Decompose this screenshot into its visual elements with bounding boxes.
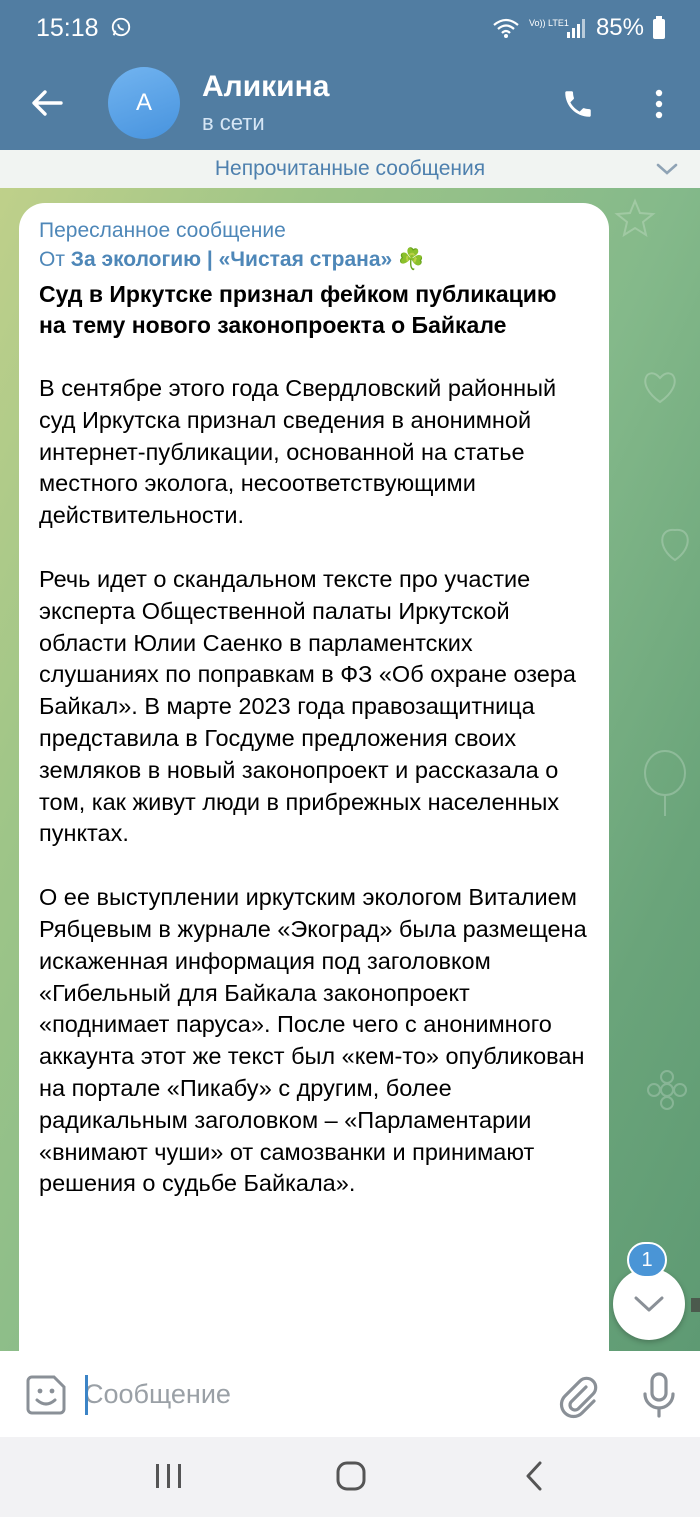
status-indicators <box>492 12 666 44</box>
unread-messages-banner <box>0 150 700 188</box>
unread-messages-label: Непрочитанные сообщения <box>214 157 486 180</box>
chat-title[interactable]: Аликина <box>202 70 330 103</box>
forwarded-channel-link[interactable]: За экологию | «Чистая страна» <box>70 248 393 271</box>
doodle-strawberry-icon <box>655 518 695 562</box>
message-title: Суд в Иркутске признал фейком публикацию на тему нового законопроекта о Байкале <box>39 281 557 338</box>
phone-icon <box>561 87 595 121</box>
recent-apps-icon[interactable] <box>152 1461 186 1491</box>
arrow-left-icon <box>31 89 63 117</box>
system-nav-bar <box>0 1437 700 1517</box>
clover-emoji: ☘️ <box>398 248 425 271</box>
svg-text:Vo)) LTE1: Vo)) LTE1 <box>528 18 569 28</box>
unread-count-badge: 1 <box>627 1242 667 1278</box>
wifi-icon <box>492 17 520 39</box>
whatsapp-icon <box>110 16 132 38</box>
forwarded-from <box>39 245 589 275</box>
signal-icon <box>566 17 588 39</box>
home-icon[interactable] <box>334 1459 368 1493</box>
message-input[interactable] <box>84 1369 544 1419</box>
back-nav-icon[interactable] <box>520 1459 548 1493</box>
message-paragraph: О ее выступлении иркутским экологом Виталием Рябцевым в журнале «Экоград» была размещена искаженная информация под заголовком «Гибельный для Байкала законопроект «поднимает паруса». После чего с анонимного аккаунта этот же текст был «кем-то» опубликован на портале «Пикабу» с другим, более радикальным заголовком – «Парламентарии «внимают чуши» от самозванки и принимают решения о судьбе Байкала». <box>39 884 587 1197</box>
chevron-down-icon <box>633 1294 665 1314</box>
back-button[interactable] <box>24 80 70 126</box>
battery-percent: 85% <box>595 14 644 41</box>
more-options-button[interactable] <box>640 82 678 126</box>
status-bar <box>0 0 700 56</box>
sticker-icon[interactable] <box>24 1373 68 1417</box>
message-paragraph: В сентябре этого года Свердловский районный суд Иркутска признал сведения в анонимной интернет-публикации, основанной на статье местного эколога, несоответствующими действительности. <box>39 375 557 529</box>
forwarded-from-prefix: От <box>39 248 65 271</box>
message-bubble[interactable] <box>19 203 609 1363</box>
paperclip-icon[interactable] <box>556 1373 600 1417</box>
battery-icon <box>652 16 666 40</box>
microphone-icon[interactable] <box>636 1371 682 1419</box>
call-button[interactable] <box>556 82 600 126</box>
doodle-flower-icon <box>645 1068 689 1112</box>
doodle-balloon-icon <box>640 748 690 818</box>
app-header <box>0 0 700 150</box>
network-label <box>528 14 569 42</box>
avatar[interactable] <box>108 67 180 139</box>
chevron-down-icon[interactable] <box>656 159 678 179</box>
scrollbar-thumb[interactable] <box>691 1298 700 1312</box>
message-input-bar <box>0 1351 700 1437</box>
status-time: 15:18 <box>36 14 99 42</box>
scroll-down-button[interactable] <box>613 1268 685 1340</box>
forwarded-label: Пересланное сообщение <box>39 219 286 242</box>
message-paragraph: Речь идет о скандальном тексте про участие эксперта Общественной палаты Иркутской области Юлии Саенко в парламентских слушаниях по поправкам в ФЗ «Об охране озера Байкал». В марте 2023 года правозащитница представила в Госдуме предложения своих земляков в новый законопроект и рассказала о том, как живут люди в прибрежных населенных пунктах. <box>39 565 577 847</box>
more-vertical-icon <box>654 88 664 120</box>
text-caret <box>85 1375 88 1415</box>
doodle-star-icon <box>615 198 655 238</box>
doodle-heart-icon <box>640 368 680 404</box>
avatar-letter: А <box>135 89 152 116</box>
chat-online-status: в сети <box>202 110 265 135</box>
